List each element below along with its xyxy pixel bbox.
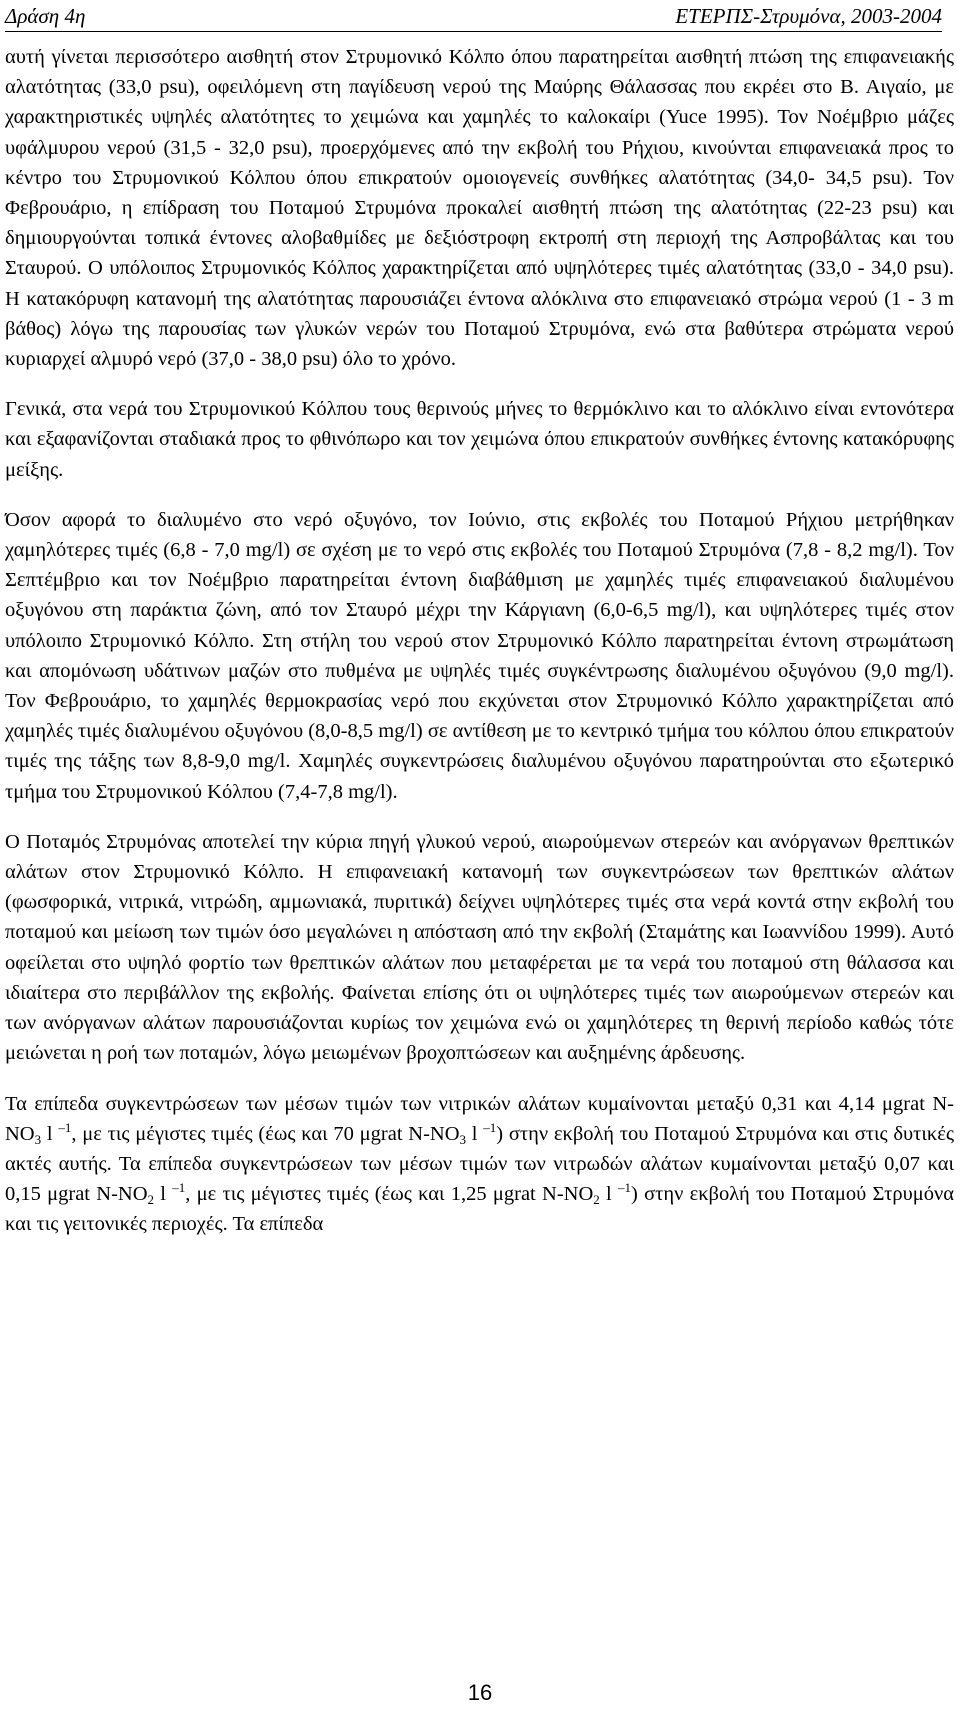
header-left: Δράση 4η	[5, 4, 86, 28]
text-run: l	[41, 1122, 59, 1145]
text-run: ) στην εκβολή του Ποταμού Στρυμόνα και τις γειτονικές περιοχές. Τα επίπεδα	[5, 1183, 954, 1236]
paragraph-salinity: αυτή γίνεται περισσότερο αισθητή στον Στρυμονικό Κόλπο όπου παρατηρείται αισθητή πτώση της επιφανειακής αλατότητας (33,0 psu), οφειλόμενη στη παγίδευση νερού της Μαύρης Θάλασσας που εκρέει στο Β. Αιγαίο, με χαρακτηριστικές υψηλές αλατότητες το χειμώνα και χαμηλές το καλοκαίρι (Yuce 1995). Τον Νοέμβριο μάζες υφάλμυρου νερού (31,5 - 32,0 psu), προερχόμενες από την εκβολή του Ρήχιου, κινούνται επιφανειακά προς το κέντρο του Στρυμονικού Κόλπου όπου επικρατούν ομοιογενείς συνθήκες αλατότητας (34,0- 34,5 psu). Τον Φεβρουάριο, η επίδραση του Ποταμού Στρυμόνα προκαλεί αισθητή πτώση της αλατότητας (22-23 psu) και δημιουργούνται τοπικά έντονες αλοβαθμίδες με δεξιόστροφη εκτροπή στη περιοχή της Ασπροβάλτας και του Σταυρού. Ο υπόλοιπος Στρυμονικός Κόλπος χαρακτηρίζεται από υψηλότερες τιμές αλατότητας (33,0 - 34,0 psu). Η κατακόρυφη κατανομή της αλατότητας παρουσιάζει έντονα αλόκλινα στο επιφανειακό στρώμα νερού (1 - 3 m βάθος) λόγω της παρουσίας των γλυκών νερών του Ποταμού Στρυμόνα, ενώ στα βαθύτερα στρώματα νερού κυριαρχεί αλμυρό νερό (37,0 - 38,0 psu) όλο το χρόνο.	[5, 46, 954, 371]
superscript: –1	[617, 1180, 631, 1196]
subscript: 2	[593, 1192, 600, 1208]
paragraph-thermocline: Γενικά, στα νερά του Στρυμονικού Κόλπου τους θερινούς μήνες το θερμόκλινο και το αλόκλινο είναι εντονότερα και εξαφανίζονται σταδιακά προς το φθινόπωρο και τον χειμώνα όπου επικρατούν συνθήκες έντονης κατακόρυφης μείξης.	[5, 398, 954, 481]
paragraph-oxygen: Όσον αφορά το διαλυμένο στο νερό οξυγόνο, τον Ιούνιο, στις εκβολές του Ποταμού Ρήχιου μετρήθηκαν χαμηλότερες τιμές (6,8 - 7,0 mg/l) σε σχέση με το νερό στις εκβολές του Ποταμού Στρυμόνα (7,8 - 8,2 mg/l). Τον Σεπτέμβριο και τον Νοέμβριο παρατηρείται έντονη διαβάθμιση με χαμηλές τιμές επιφανειακού διαλυμένου οξυγόνου στη παράκτια ζώνη, από τον Σταυρό μέχρι την Κάργιανη (6,0-6,5 mg/l), και υψηλότερες τιμές στον υπόλοιπο Στρυμονικό Κόλπο. Στη στήλη του νερού στον Στρυμονικό Κόλπο παρατηρείται έντονη στρωμάτωση και απομόνωση υδάτινων μαζών στο πυθμένα με υψηλές τιμές συγκέντρωσης διαλυμένου οξυγόνου (9,0 mg/l). Τον Φεβρουάριο, το χαμηλές θερμοκρασίας νερό που εκχύνεται στον Στρυμονικό Κόλπο χαρακτηρίζεται από χαμηλές τιμές διαλυμένου οξυγόνου (8,0-8,5 mg/l) σε αντίθεση με το κεντρικό τμήμα του κόλπου όπου επικρατούν τιμές της τάξης των 8,8-9,0 mg/l. Χαμηλές συγκεντρώσεις διαλυμένου οξυγόνου παρατηρούνται στο εξωτερικό τμήμα του Στρυμονικού Κόλπου (7,4-7,8 mg/l).	[5, 508, 954, 803]
subscript: 3	[459, 1131, 467, 1147]
text-run: ) στην εκβολή του Ποταμού Στρυμόνα και στις δυτικές ακτές αυτής. Τα επίπεδα συγκεντρώσεων των μέσων τιμών των νιτρωδών αλάτων κυμαίνονται μεταξύ 0,07 και 0,15 μgrat N-NO	[5, 1122, 954, 1206]
text-run: l	[599, 1183, 618, 1206]
page-number: 16	[467, 1680, 493, 1705]
header-rule	[5, 31, 942, 32]
page-header	[0, 0, 960, 34]
header-right: ΕΤΕΡΠΣ-Στρυμόνα, 2003-2004	[675, 4, 942, 28]
text-run: , με τις μέγιστες τιμές (έως και 1,25 μgrat N-NO	[185, 1183, 594, 1206]
subscript: 3	[34, 1131, 42, 1147]
text-run: , με τις μέγιστες τιμές (έως και 70 μgrat N-NO	[71, 1122, 460, 1145]
text-run: l	[154, 1183, 173, 1206]
subscript: 2	[147, 1192, 154, 1208]
superscript: –1	[172, 1180, 186, 1196]
paragraph-nitrates	[5, 1089, 954, 1240]
superscript: –1	[58, 1119, 72, 1135]
text-run: Τα επίπεδα συγκεντρώσεων των μέσων τιμών των νιτρικών αλάτων κυμαίνονται μεταξύ 0,31 και 4,14 μgrat N-NO	[5, 1092, 954, 1145]
superscript: –1	[483, 1119, 497, 1135]
paragraph-nutrients: Ο Ποταμός Στρυμόνας αποτελεί την κύρια πηγή γλυκού νερού, αιωρούμενων στερεών και ανόργανων θρεπτικών αλάτων στον Στρυμονικό Κόλπο. Η επιφανειακή κατανομή των συγκεντρώσεων των θρεπτικών αλάτων (φωσφορικά, νιτρικά, νιτρώδη, αμμωνιακά, πυριτικά) δείχνει υψηλότερες τιμές στα νερά κοντά στην εκβολή του ποταμού και μείωση των τιμών όσο μεγαλώνει η απόσταση από την εκβολή (Σταμάτης και Ιωαννίδου 1999). Αυτό οφείλεται στο υψηλό φορτίο των θρεπτικών αλάτων που μεταφέρεται με τα νερά του ποταμού στη θάλασσα και ιδιαίτερα στο περιβάλλον της εκβολής. Φαίνεται επίσης ότι οι υψηλότερες τιμές των αιωρούμενων στερεών και των ανόργανων αλάτων παρουσιάζονται κυρίως τον χειμώνα ενώ οι χαμηλότερες τη θερινή περίοδο καθώς τότε μειώνεται η ροή των ποταμών, λόγω μειωμένων βροχοπτώσεων και αυξημένης άρδευσης.	[5, 830, 954, 1065]
document-body	[5, 42, 954, 1260]
text-run: l	[466, 1122, 484, 1145]
